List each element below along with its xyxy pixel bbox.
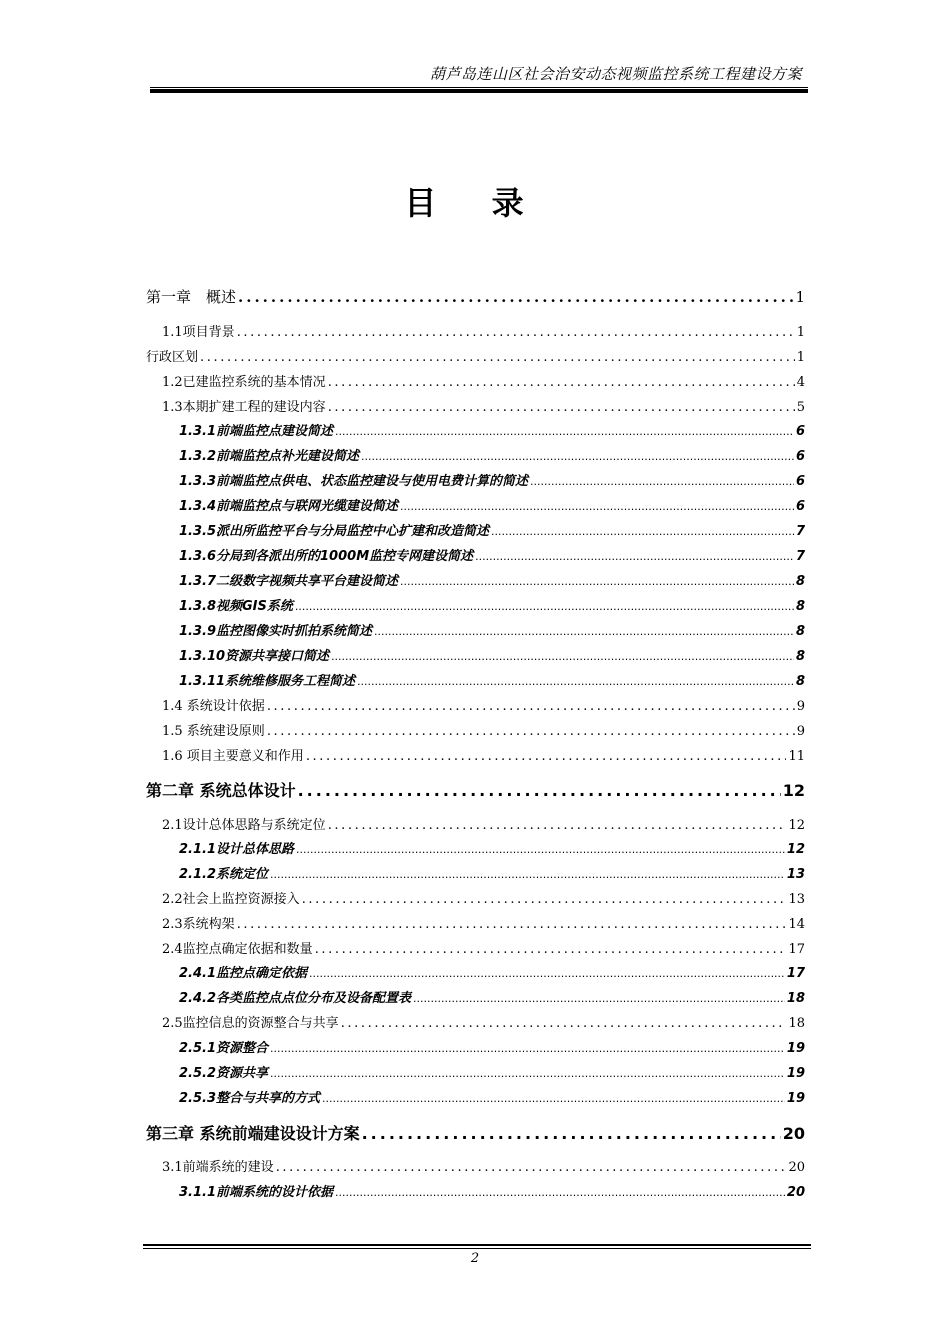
toc-entry[interactable] — [179, 863, 805, 882]
toc-entry[interactable] — [179, 1181, 805, 1200]
toc-entry-page: 18 — [786, 991, 805, 1006]
toc-entry-page: 1 — [796, 325, 805, 340]
toc-entry-text: 1.3.9监控图像实时抓拍系统简述 — [179, 624, 373, 639]
toc-entry-page: 9 — [796, 724, 805, 739]
leader-dots — [413, 992, 785, 1005]
toc-entry-text: 1.3.11系统维修服务工程简述 — [179, 674, 356, 689]
toc-entry[interactable] — [162, 913, 805, 932]
toc-entry-text: 1.3.3前端监控点供电、状态监控建设与使用电费计算的简述 — [179, 474, 529, 489]
toc-entry-page: 7 — [795, 549, 805, 564]
toc-entry-text: 1.2已建监控系统的基本情况 — [162, 375, 326, 390]
toc-entry[interactable] — [179, 987, 805, 1006]
toc-entry-page: 18 — [788, 1016, 805, 1031]
toc-entry-text: 1.3.5派出所监控平台与分局监控中心扩建和改造简述 — [179, 524, 490, 539]
toc-entry-page: 5 — [796, 400, 805, 415]
toc-entry[interactable] — [179, 445, 805, 464]
toc-entry-page: 6 — [795, 449, 805, 464]
toc-entry-text: 1.1项目背景 — [162, 325, 235, 340]
leader-dots — [298, 781, 781, 800]
toc-entry-page: 9 — [796, 699, 805, 714]
toc-entry[interactable] — [179, 620, 805, 639]
toc-entry[interactable] — [179, 645, 805, 664]
toc-entry-page: 20 — [786, 1185, 805, 1200]
toc-entry[interactable] — [179, 962, 805, 981]
leader-dots — [400, 500, 794, 513]
toc-entry[interactable] — [162, 888, 805, 907]
leader-dots — [491, 525, 794, 538]
leader-dots — [361, 450, 794, 463]
leader-dots — [341, 1016, 787, 1031]
toc-entry-page: 6 — [795, 499, 805, 514]
toc-entry[interactable] — [162, 720, 805, 739]
toc-entry-text: 第一章 概述 — [146, 288, 237, 306]
leader-dots — [475, 550, 794, 563]
toc-entry-text: 行政区划 — [146, 350, 199, 365]
toc-entry[interactable] — [162, 371, 805, 390]
leader-dots — [328, 400, 795, 415]
toc-entry-page: 14 — [788, 917, 805, 932]
leader-dots — [362, 1124, 781, 1143]
leader-dots — [200, 350, 795, 365]
toc-entry-page: 19 — [786, 1041, 805, 1056]
leader-dots — [374, 625, 794, 638]
toc-entry-page: 6 — [795, 474, 805, 489]
toc-entry-text: 3.1前端系统的建设 — [162, 1160, 274, 1175]
toc-entry[interactable] — [162, 695, 805, 714]
toc-entry[interactable] — [162, 938, 805, 957]
toc-entry[interactable] — [179, 670, 805, 689]
toc-entry-text: 2.1.1设计总体思路 — [179, 842, 295, 857]
toc-entry-page: 20 — [782, 1124, 805, 1143]
leader-dots — [357, 675, 794, 688]
leader-dots — [328, 818, 787, 833]
toc-entry-page: 12 — [786, 842, 805, 857]
leader-dots — [270, 1067, 785, 1080]
leader-dots — [306, 749, 787, 764]
leader-dots — [309, 967, 785, 980]
toc-entry-text: 2.5.2资源共享 — [179, 1066, 269, 1081]
leader-dots — [335, 1186, 785, 1199]
toc-entry-text: 1.3.6分局到各派出所的1000M监控专网建设简述 — [179, 549, 474, 564]
leader-dots — [400, 575, 794, 588]
toc-entry-page: 8 — [795, 674, 805, 689]
header-title: 葫芦岛连山区社会治安动态视频监控系统工程建设方案 — [429, 65, 802, 83]
toc-entry-text: 1.3本期扩建工程的建设内容 — [162, 400, 326, 415]
toc-entry-page: 4 — [796, 375, 805, 390]
toc-title: 目 录 — [404, 184, 546, 222]
footer-divider-thick — [143, 1244, 811, 1246]
toc-entry-text: 第二章 系统总体设计 — [146, 781, 296, 800]
toc-entry-text: 2.5监控信息的资源整合与共享 — [162, 1016, 339, 1031]
toc-entry-text: 2.3系统构架 — [162, 917, 235, 932]
toc-entry-text: 1.3.10资源共享接口简述 — [179, 649, 330, 664]
toc-entry-chapter-3[interactable] — [146, 1121, 805, 1144]
toc-entry-page: 8 — [795, 649, 805, 664]
toc-entry[interactable] — [179, 838, 805, 857]
leader-dots — [530, 475, 794, 488]
leader-dots — [238, 288, 793, 306]
toc-entry[interactable] — [162, 1156, 805, 1175]
toc-entry[interactable] — [146, 346, 805, 365]
leader-dots — [237, 917, 787, 932]
toc-entry-text: 2.1设计总体思路与系统定位 — [162, 818, 326, 833]
toc-entry[interactable] — [179, 1087, 805, 1106]
leader-dots — [270, 1042, 785, 1055]
toc-entry-page: 17 — [786, 966, 805, 981]
leader-dots — [296, 843, 785, 856]
leader-dots — [270, 868, 785, 881]
toc-entry-page: 6 — [795, 424, 805, 439]
leader-dots — [328, 375, 795, 390]
toc-entry-text: 1.3.2前端监控点补光建设简述 — [179, 449, 360, 464]
toc-entry[interactable] — [179, 470, 805, 489]
toc-entry[interactable] — [179, 495, 805, 514]
toc-entry[interactable] — [162, 745, 805, 764]
toc-entry-chapter-2[interactable] — [146, 778, 805, 801]
toc-entry-page: 12 — [782, 781, 805, 800]
toc-entry[interactable] — [179, 1037, 805, 1056]
toc-entry[interactable] — [162, 1012, 805, 1031]
toc-entry[interactable] — [179, 545, 805, 564]
toc-entry[interactable] — [179, 1062, 805, 1081]
toc-entry-text: 2.5.3整合与共享的方式 — [179, 1091, 321, 1106]
toc-entry[interactable] — [179, 595, 805, 614]
toc-entry-page: 19 — [786, 1091, 805, 1106]
toc-entry-page: 17 — [788, 942, 805, 957]
toc-entry-text: 2.4监控点确定依据和数量 — [162, 942, 313, 957]
leader-dots — [331, 650, 794, 663]
toc-entry-page: 8 — [795, 574, 805, 589]
toc-entry-page: 19 — [786, 1066, 805, 1081]
toc-entry-page: 12 — [788, 818, 805, 833]
leader-dots — [335, 425, 794, 438]
toc-entry-text: 1.3.1前端监控点建设简述 — [179, 424, 334, 439]
footer-divider — [143, 1248, 811, 1249]
toc-entry[interactable] — [179, 520, 805, 539]
toc-entry[interactable] — [162, 814, 805, 833]
leader-dots — [267, 699, 795, 714]
toc-entry[interactable] — [162, 321, 805, 340]
toc-entry-page: 1 — [796, 350, 805, 365]
page-number: 2 — [470, 1251, 480, 1266]
toc-entry-page: 20 — [788, 1160, 805, 1175]
toc-entry-text: 2.5.1资源整合 — [179, 1041, 269, 1056]
leader-dots — [295, 600, 794, 613]
toc-entry-page: 13 — [786, 867, 805, 882]
toc-entry-page: 11 — [788, 749, 805, 764]
toc-entry-text: 2.4.1监控点确定依据 — [179, 966, 308, 981]
toc-entry-text: 1.4 系统设计依据 — [162, 699, 265, 714]
toc-entry-text: 2.2社会上监控资源接入 — [162, 892, 300, 907]
toc-entry-text: 2.4.2各类监控点点位分布及设备配置表 — [179, 991, 412, 1006]
leader-dots — [276, 1160, 787, 1175]
toc-entry-text: 1.3.4前端监控点与联网光缆建设简述 — [179, 499, 399, 514]
toc-entry-text: 1.3.7二级数字视频共享平台建设简述 — [179, 574, 399, 589]
toc-entry-text: 第三章 系统前端建设设计方案 — [146, 1124, 360, 1143]
toc-entry-page: 13 — [788, 892, 805, 907]
toc-entry[interactable] — [179, 570, 805, 589]
toc-entry-text: 1.3.8视频GIS系统 — [179, 599, 293, 614]
leader-dots — [322, 1092, 785, 1105]
leader-dots — [237, 325, 795, 340]
toc-entry[interactable] — [162, 396, 805, 415]
toc-entry-text: 1.6 项目主要意义和作用 — [162, 749, 304, 764]
leader-dots — [267, 724, 795, 739]
toc-entry-page: 1 — [795, 288, 805, 306]
toc-entry[interactable] — [179, 420, 805, 439]
toc-entry-text: 1.5 系统建设原则 — [162, 724, 265, 739]
toc-entry-chapter-1[interactable] — [146, 286, 805, 307]
toc-entry-page: 7 — [795, 524, 805, 539]
leader-dots — [315, 942, 787, 957]
toc-entry-text: 2.1.2系统定位 — [179, 867, 269, 882]
toc-entry-text: 3.1.1前端系统的设计依据 — [179, 1185, 334, 1200]
toc-entry-page: 8 — [795, 599, 805, 614]
toc-entry-page: 8 — [795, 624, 805, 639]
leader-dots — [302, 892, 787, 907]
